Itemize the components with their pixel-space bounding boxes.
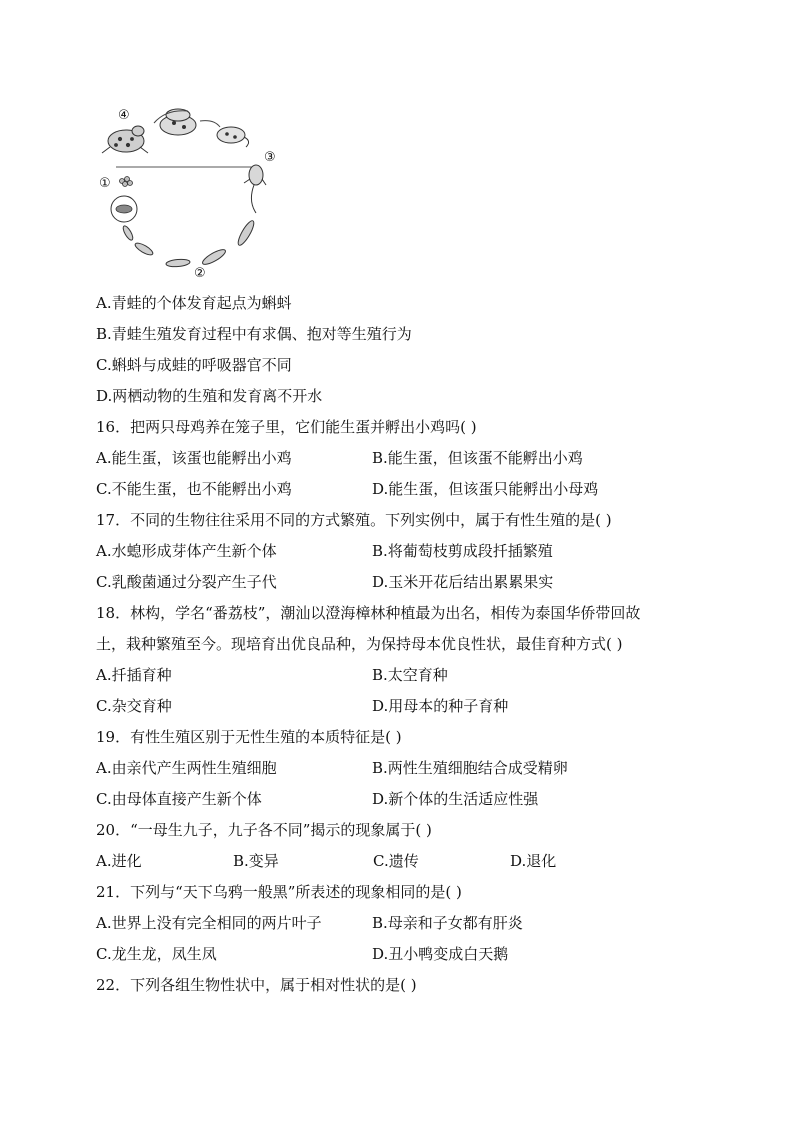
q16-option-d[interactable]: D.能生蛋，但该蛋只能孵出小母鸡 (372, 480, 599, 498)
q16-option-c[interactable]: C.不能生蛋，也不能孵出小鸡 (96, 480, 292, 498)
q20-option-a[interactable]: A.进化 (96, 852, 142, 870)
tadpole-with-legs-icon (244, 165, 266, 213)
q16-option-b[interactable]: B.能生蛋，但该蛋不能孵出小鸡 (372, 449, 583, 467)
q20-stem: 20．“一母生九子，九子各不同”揭示的现象属于( ) (96, 821, 432, 839)
mating-frogs-icon (160, 109, 196, 135)
frog-life-cycle-figure (96, 101, 280, 279)
q16-stem: 16．把两只母鸡养在笼子里，它们能生蛋并孵出小鸡吗( ) (96, 418, 477, 436)
embryo-egg-icon (111, 196, 137, 222)
egg-mass-icon (120, 177, 133, 187)
q18-option-d[interactable]: D.用母本的种子育种 (372, 697, 509, 715)
froglet-icon (217, 127, 249, 147)
q21-stem: 21．下列与“天下乌鸦一般黑”所表述的现象相同的是( ) (96, 883, 462, 901)
q21-option-b[interactable]: B.母亲和子女都有肝炎 (372, 914, 523, 932)
q19-option-b[interactable]: B.两性生殖细胞结合成受精卵 (372, 759, 568, 777)
q19-option-a[interactable]: A.由亲代产生两性生殖细胞 (96, 759, 277, 777)
q19-option-c[interactable]: C.由母体直接产生新个体 (96, 790, 262, 808)
q17-option-b[interactable]: B.将葡萄枝剪成段扦插繁殖 (372, 542, 553, 560)
q15-option-c[interactable]: C.蝌蚪与成蛙的呼吸器官不同 (96, 356, 292, 374)
q17-option-d[interactable]: D.玉米开花后结出累累果实 (372, 573, 554, 591)
adult-frog-icon (102, 126, 148, 153)
q17-option-c[interactable]: C.乳酸菌通过分裂产生子代 (96, 573, 277, 591)
stage-label-4: ④ (118, 108, 130, 123)
q18-stem-line-1: 18．林构，学名“番荔枝”，潮汕以澄海樟林种植最为出名，相传为泰国华侨带回故 (96, 604, 641, 622)
q15-option-b[interactable]: B.青蛙生殖发育过程中有求偶、抱对等生殖行为 (96, 325, 412, 343)
stage-label-3: ③ (264, 150, 276, 165)
q20-option-d[interactable]: D.退化 (510, 852, 557, 870)
q19-stem: 19．有性生殖区别于无性生殖的本质特征是( ) (96, 728, 402, 746)
q18-option-b[interactable]: B.太空育种 (372, 666, 448, 684)
q17-stem: 17．不同的生物往往采用不同的方式繁殖。下列实例中，属于有性生殖的是( ) (96, 511, 612, 529)
q21-option-d[interactable]: D.丑小鸭变成白天鹅 (372, 945, 509, 963)
q17-option-a[interactable]: A.水螅形成芽体产生新个体 (96, 542, 277, 560)
q21-option-a[interactable]: A.世界上没有完全相同的两片叶子 (96, 914, 322, 932)
q20-option-b[interactable]: B.变异 (233, 852, 279, 870)
tadpole-icon (121, 219, 256, 268)
q22-stem: 22．下列各组生物性状中，属于相对性状的是( ) (96, 976, 417, 994)
q15-option-a[interactable]: A.青蛙的个体发育起点为蝌蚪 (96, 294, 292, 312)
stage-label-2: ② (194, 266, 206, 279)
q16-option-a[interactable]: A.能生蛋，该蛋也能孵出小鸡 (96, 449, 292, 467)
q19-option-d[interactable]: D.新个体的生活适应性强 (372, 790, 539, 808)
q18-option-c[interactable]: C.杂交育种 (96, 697, 172, 715)
q15-option-d[interactable]: D.两栖动物的生殖和发育离不开水 (96, 387, 323, 405)
q20-option-c[interactable]: C.遗传 (373, 852, 419, 870)
q21-option-c[interactable]: C.龙生龙，凤生凤 (96, 945, 217, 963)
stage-label-1: ① (99, 176, 111, 191)
q18-stem-line-2: 土，栽种繁殖至今。现培育出优良品种，为保持母本优良性状，最佳育种方式( ) (96, 635, 623, 653)
q18-option-a[interactable]: A.扦插育种 (96, 666, 172, 684)
